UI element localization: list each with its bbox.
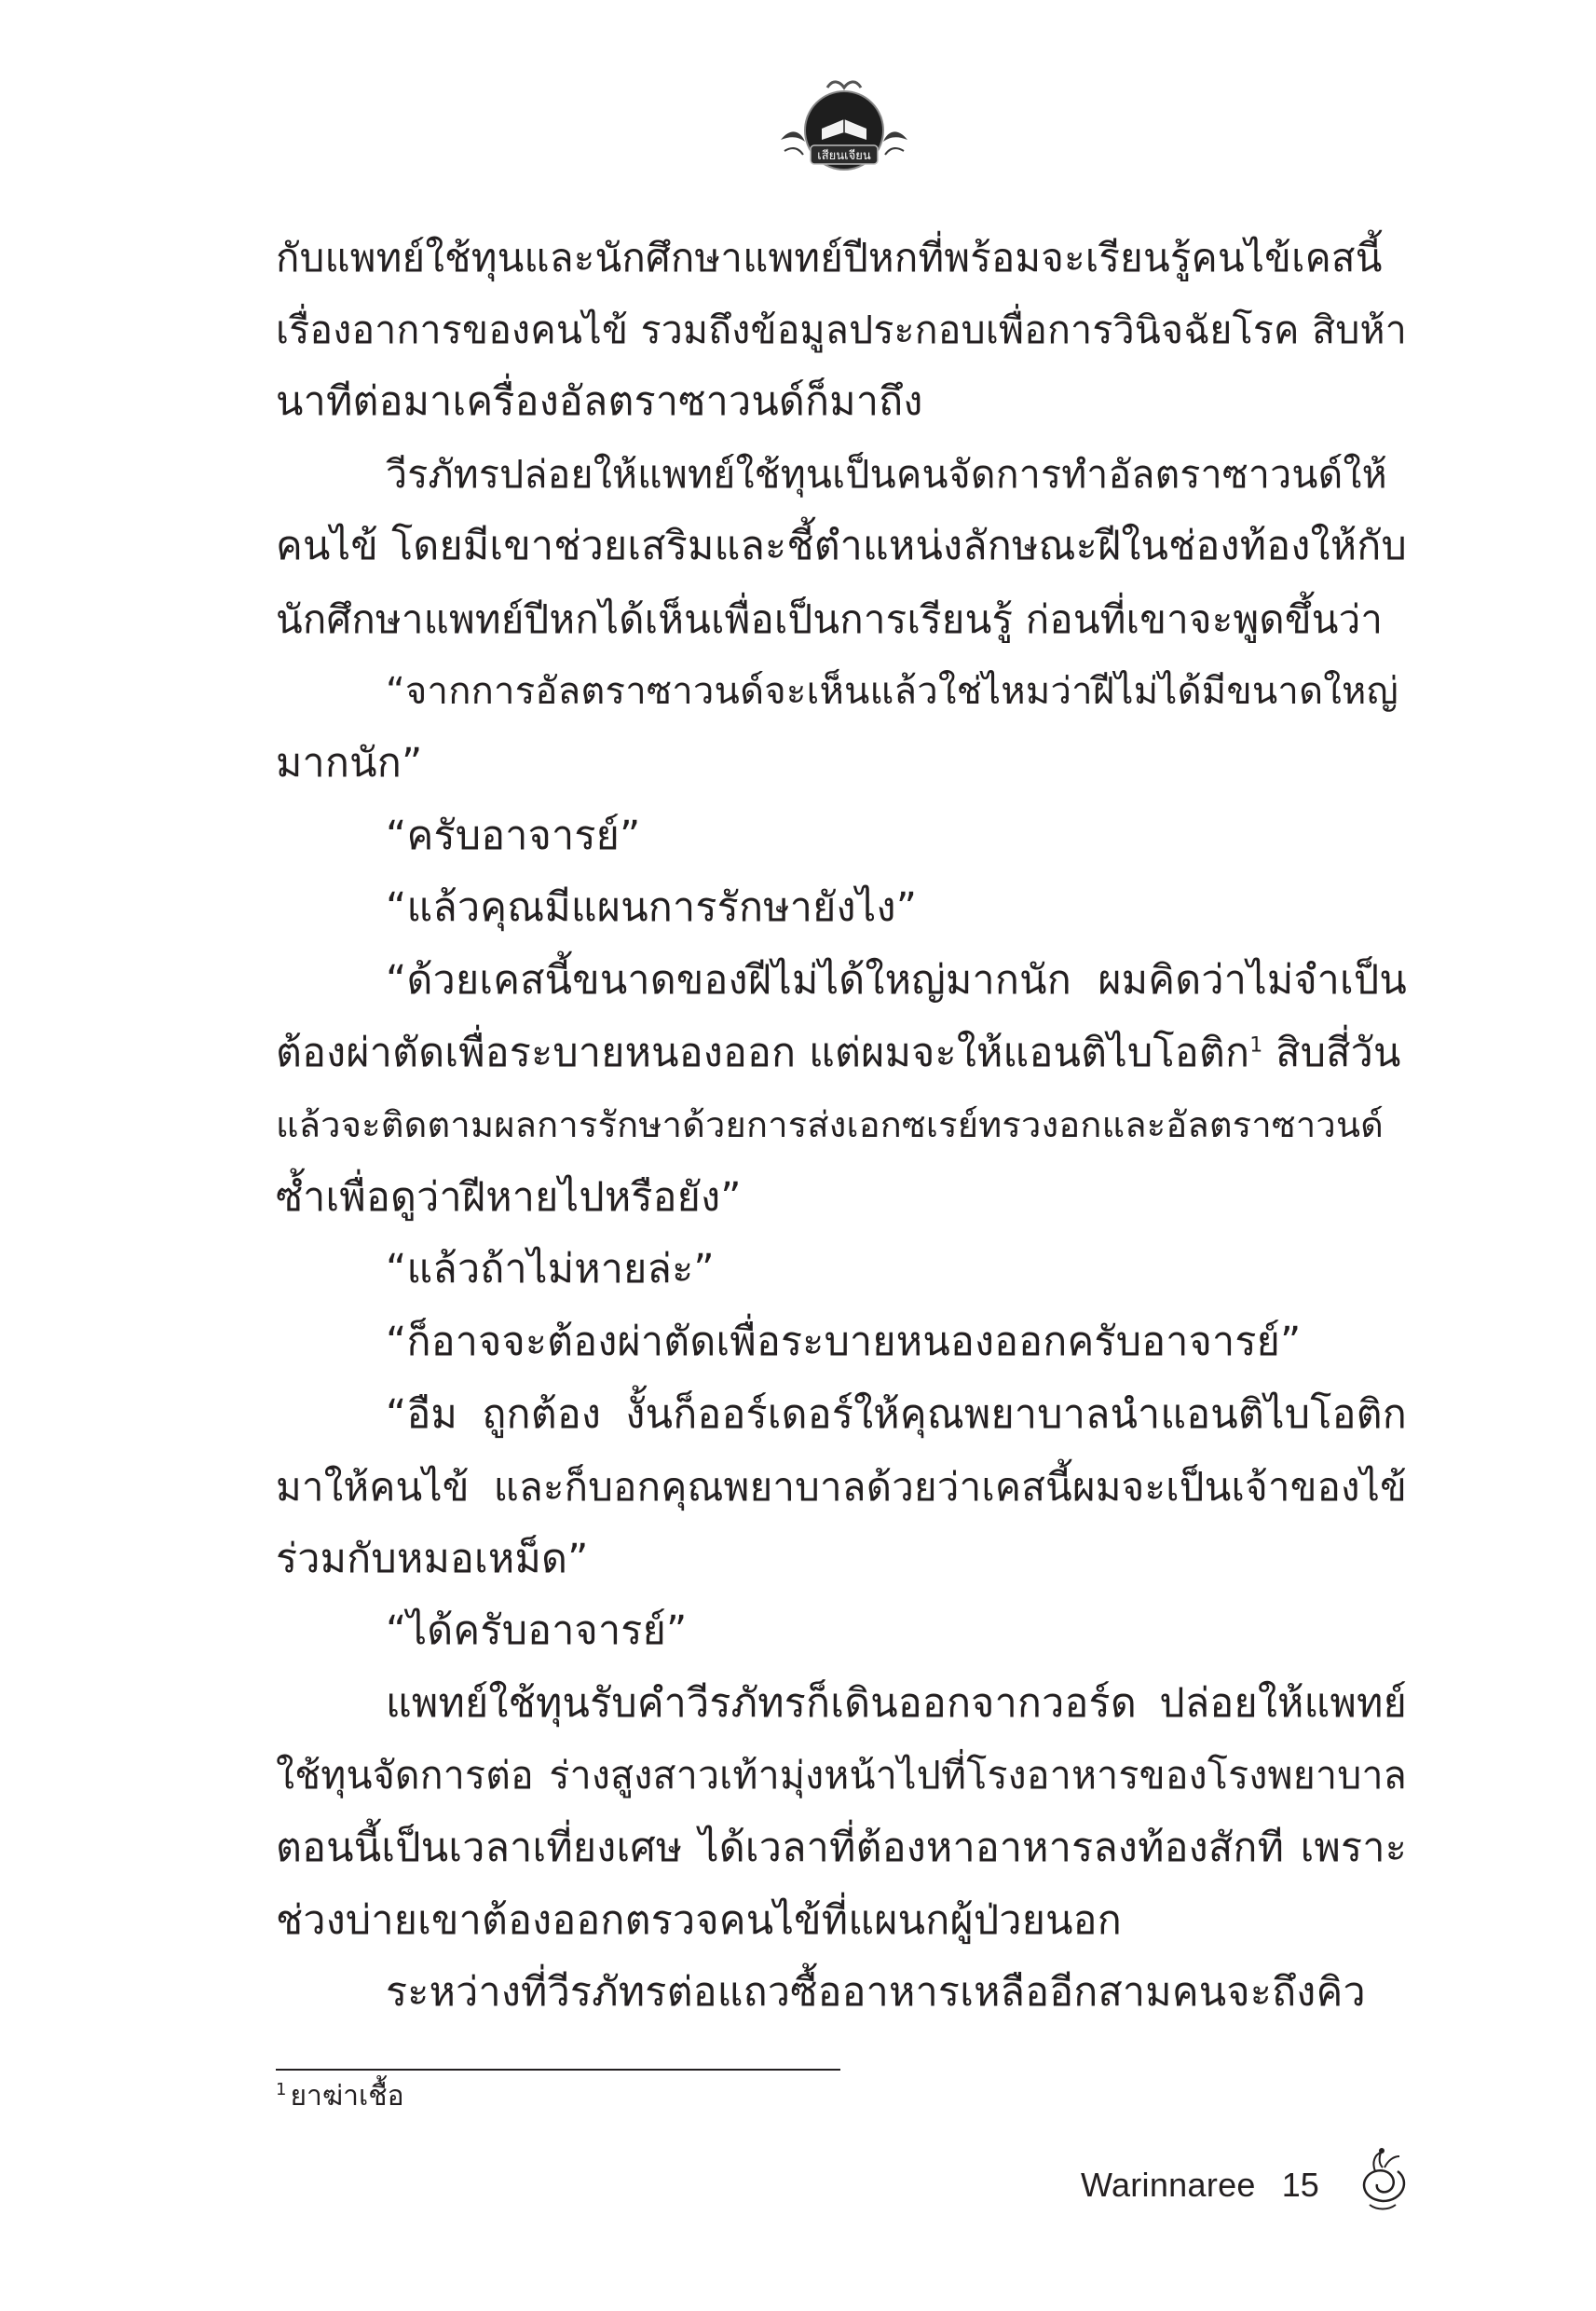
text-line xyxy=(276,1306,1407,1379)
text-line xyxy=(276,439,1407,512)
floral-ornament-icon xyxy=(1351,2143,1416,2218)
book-emblem-icon xyxy=(773,75,915,177)
text-line xyxy=(276,511,1407,583)
text-line-content: “ครับอาจารย์” xyxy=(386,812,641,859)
text-line-content: ใช้ทุนจัดการต่อ ร่างสูงสาวเท้ามุ่งหน้าไปที่โรงอาหารของโรงพยาบาล xyxy=(276,1753,1407,1798)
text-line xyxy=(276,800,1407,873)
text-line xyxy=(276,1957,1407,2030)
text-line-content: “ได้ครับอาจารย์” xyxy=(386,1607,688,1655)
text-line-content: “แล้วถ้าไม่หายล่ะ” xyxy=(386,1246,715,1293)
text-line xyxy=(276,1089,1407,1162)
footnote-reference: 1 xyxy=(1249,1033,1263,1058)
text-line xyxy=(276,366,1407,439)
text-line-content: แล้วจะติดตามผลการรักษาด้วยการส่งเอกซเรย์ทรวงอกและอัลตราซาวนด์ xyxy=(276,1104,1385,1146)
text-line-content: ซ้ำเพื่อดูว่าฝีหายไปหรือยัง” xyxy=(276,1173,742,1221)
text-line-content: ระหว่างที่วีรภัทรต่อแถวซื้ออาหารเหลืออีกสามคนจะถึงคิว xyxy=(386,1969,1366,2017)
text-line xyxy=(276,1812,1407,1885)
text-line xyxy=(276,1162,1407,1235)
text-line xyxy=(276,1668,1407,1741)
text-line-content: นาทีต่อมาเครื่องอัลตราซาวนด์ก็มาถึง xyxy=(276,378,923,426)
text-line-content: คนไข้ โดยมีเขาช่วยเสริมและชี้ตำแหน่งลักษณะฝีในช่องท้องให้กับ xyxy=(276,523,1407,570)
text-line xyxy=(276,1595,1407,1668)
body-text xyxy=(276,222,1407,2030)
text-line xyxy=(276,1234,1407,1306)
footnote-text: ยาฆ่าเชื้อ xyxy=(290,2080,404,2113)
text-line-content: “แล้วคุณมีแผนการรักษายังไง” xyxy=(386,884,918,932)
page-number: 15 xyxy=(1281,2166,1319,2204)
page-footer xyxy=(1081,2157,1319,2213)
text-line-content: ร่วมกับหมอเหม็ด” xyxy=(276,1535,589,1582)
text-line-content: “ก็อาจจะต้องผ่าตัดเพื่อระบายหนองออกครับอาจารย์” xyxy=(386,1318,1302,1365)
text-line-content: มากนัก” xyxy=(276,740,423,787)
text-line xyxy=(276,1740,1407,1812)
text-line-content: กับแพทย์ใช้ทุนและนักศึกษาแพทย์ปีหกที่พร้อมจะเรียนรู้คนไข้เคสนี้ xyxy=(276,235,1383,280)
text-line xyxy=(276,294,1407,367)
text-line xyxy=(276,222,1407,294)
text-line-content: “จากการอัลตราซาวนด์จะเห็นแล้วใช่ไหมว่าฝีไม่ได้มีขนาดใหญ่ xyxy=(386,669,1398,713)
footnote-divider xyxy=(276,2069,840,2071)
text-line-content: วีรภัทรปล่อยให้แพทย์ใช้ทุนเป็นคนจัดการทำอัลตราซาวนด์ให้ xyxy=(386,451,1387,497)
footnote xyxy=(276,2078,404,2115)
text-line-content: นักศึกษาแพทย์ปีหกได้เห็นเพื่อเป็นการเรียนรู้ ก่อนที่เขาจะพูดขึ้นว่า xyxy=(276,595,1384,642)
text-line xyxy=(276,1524,1407,1596)
text-line-content: ช่วงบ่ายเขาต้องออกตรวจคนไข้ที่แผนกผู้ป่วยนอก xyxy=(276,1896,1122,1944)
footnote-mark: 1 xyxy=(276,2080,287,2099)
text-line-content: “อืม ถูกต้อง งั้นก็ออร์เดอร์ให้คุณพยาบาลนำแอนติไบโอติก xyxy=(386,1390,1407,1438)
text-line-content: มาให้คนไข้ และก็บอกคุณพยาบาลด้วยว่าเคสนี้ผมจะเป็นเจ้าของไข้ xyxy=(276,1464,1407,1511)
text-line xyxy=(276,1018,1407,1090)
header-emblem xyxy=(773,75,915,177)
footer-author: Warinnaree xyxy=(1081,2166,1256,2204)
text-line xyxy=(276,872,1407,945)
text-line-content: “ด้วยเคสนี้ขนาดของฝีไม่ได้ใหญ่มากนัก ผมคิดว่าไม่จำเป็น xyxy=(386,956,1407,1004)
text-line-tail: สิบสี่วัน xyxy=(1262,1029,1401,1076)
text-line xyxy=(276,656,1407,729)
text-line xyxy=(276,728,1407,800)
text-line xyxy=(276,1379,1407,1452)
text-line-content: แพทย์ใช้ทุนรับคำวีรภัทรก็เดินออกจากวอร์ด ปล่อยให้แพทย์ xyxy=(386,1679,1407,1727)
text-line xyxy=(276,1885,1407,1958)
text-line-content: ต้องผ่าตัดเพื่อระบายหนองออก แต่ผมจะให้แอนติไบโอติก xyxy=(276,1029,1250,1076)
text-line-content: ตอนนี้เป็นเวลาเที่ยงเศษ ได้เวลาที่ต้องหาอาหารลงท้องสักที เพราะ xyxy=(276,1825,1407,1872)
text-line xyxy=(276,945,1407,1018)
text-line xyxy=(276,1451,1407,1524)
emblem-text: เสียนเจียน xyxy=(817,149,871,163)
text-line xyxy=(276,583,1407,656)
text-line-content: เรื่องอาการของคนไข้ รวมถึงข้อมูลประกอบเพื่อการวินิจฉัยโรค สิบห้า xyxy=(276,307,1407,352)
